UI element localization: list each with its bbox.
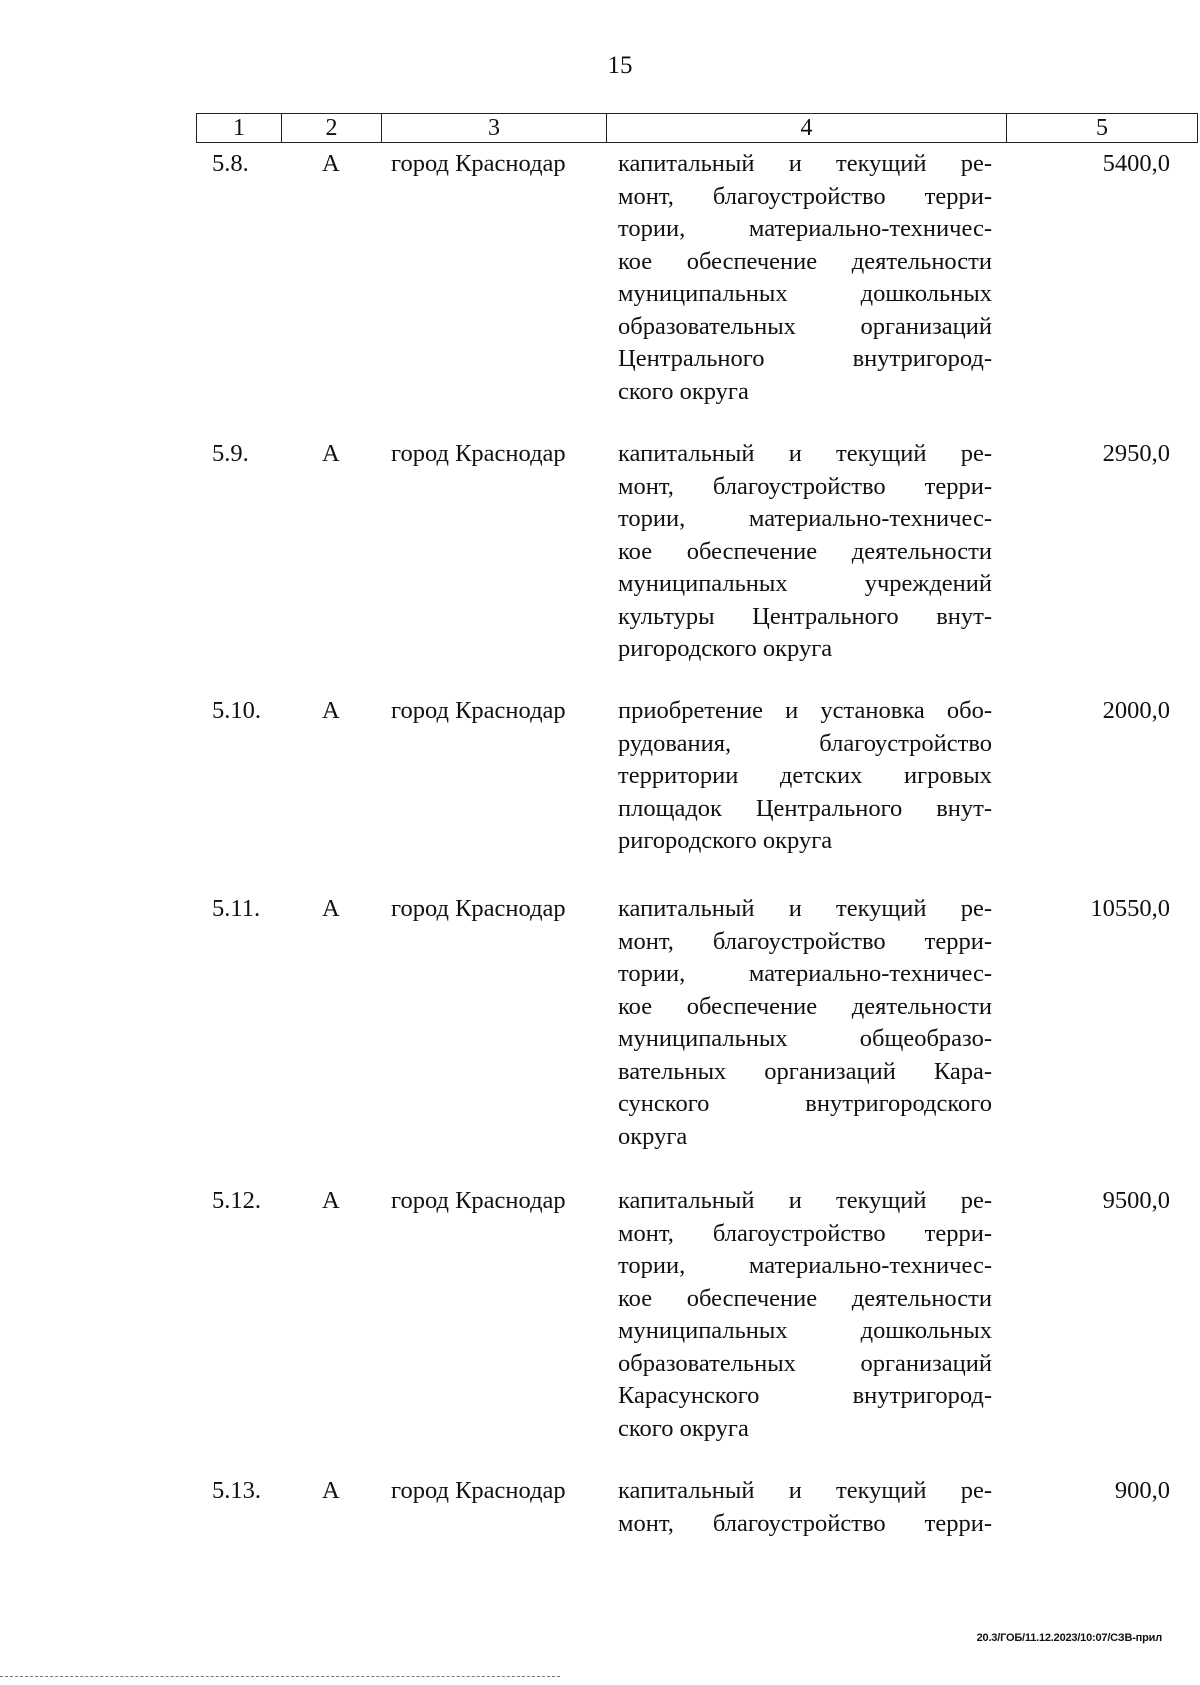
description-line: ригородского округа (618, 635, 833, 662)
row-description (618, 438, 992, 666)
description-line: сунского внутригородского (618, 1090, 992, 1117)
row-description (618, 148, 992, 408)
description-line: образовательных организаций (618, 1349, 992, 1377)
description-line: территории детских игровых (618, 762, 992, 789)
description-line: образовательных организаций (618, 312, 992, 340)
row-number: 5.8. (212, 150, 249, 177)
description-line: монт, благоустройство терри- (618, 1509, 992, 1537)
row-type: А (322, 697, 340, 724)
table-header (196, 113, 1198, 143)
row-description (618, 1185, 992, 1445)
row-number: 5.10. (212, 697, 261, 724)
row-type: А (322, 440, 340, 467)
description-line: тории, материально-техничес- (618, 960, 992, 987)
header-col-5: 5 (1096, 115, 1108, 141)
row-place: город Краснодар (391, 1187, 566, 1214)
row-amount: 2000,0 (1102, 697, 1170, 724)
description-line: тории, материально-техничес- (618, 1252, 992, 1279)
row-place: город Краснодар (391, 440, 566, 467)
row-place: город Краснодар (391, 697, 566, 724)
description-line: кое обеспечение деятельности (618, 247, 992, 275)
description-line: капитальный и текущий ре- (618, 1187, 992, 1214)
description-line: капитальный и текущий ре- (618, 1477, 992, 1504)
description-line: кое обеспечение деятельности (618, 537, 992, 565)
description-line: приобретение и установка обо- (618, 697, 992, 724)
description-line: капитальный и текущий ре- (618, 895, 992, 922)
page-edge-line (0, 1676, 560, 1677)
row-place: город Краснодар (391, 1477, 566, 1504)
document-code: 20.3/ГОБ/11.12.2023/10:07/СЗВ-прил (976, 1632, 1162, 1644)
row-number: 5.12. (212, 1187, 261, 1214)
description-line: муниципальных дошкольных (618, 1317, 992, 1344)
row-description (618, 695, 992, 858)
row-amount: 10550,0 (1090, 895, 1170, 922)
page-number: 15 (607, 52, 633, 79)
description-line: ского округа (618, 1414, 749, 1442)
row-type: А (322, 1187, 340, 1214)
description-line: капитальный и текущий ре- (618, 440, 992, 467)
description-line: вательных организаций Кара- (618, 1057, 992, 1085)
row-description (618, 1475, 992, 1540)
row-number: 5.13. (212, 1477, 261, 1504)
description-line: рудования, благоустройство (618, 729, 992, 757)
row-amount: 2950,0 (1102, 440, 1170, 467)
row-description (618, 893, 992, 1153)
description-line: монт, благоустройство терри- (618, 182, 992, 210)
description-line: площадок Центрального внут- (618, 794, 992, 822)
description-line: кое обеспечение деятельности (618, 1284, 992, 1312)
description-line: культуры Центрального внут- (618, 602, 992, 630)
description-line: муниципальных дошкольных (618, 280, 992, 307)
description-line: монт, благоустройство терри- (618, 1219, 992, 1247)
row-amount: 5400,0 (1102, 150, 1170, 177)
description-line: Карасунского внутригород- (618, 1382, 992, 1409)
description-line: тории, материально-техничес- (618, 215, 992, 242)
row-amount: 900,0 (1114, 1477, 1170, 1504)
description-line: ригородского округа (618, 827, 833, 854)
row-type: А (322, 1477, 340, 1504)
row-place: город Краснодар (391, 150, 566, 177)
description-line: капитальный и текущий ре- (618, 150, 992, 177)
header-col-3: 3 (382, 114, 607, 142)
description-line: кое обеспечение деятельности (618, 992, 992, 1020)
row-type: А (322, 895, 340, 922)
description-line: Центрального внутригород- (618, 345, 992, 372)
description-line: ского округа (618, 377, 749, 405)
row-number: 5.9. (212, 440, 249, 467)
description-line: муниципальных общеобразо- (618, 1025, 992, 1052)
header-col-1: 1 (197, 114, 282, 142)
row-place: город Краснодар (391, 895, 566, 922)
header-col-2: 2 (282, 114, 382, 142)
header-col-4: 4 (607, 114, 1007, 142)
description-line: монт, благоустройство терри- (618, 927, 992, 955)
row-type: А (322, 150, 340, 177)
description-line: монт, благоустройство терри- (618, 472, 992, 500)
row-number: 5.11. (212, 895, 261, 922)
description-line: тории, материально-техничес- (618, 505, 992, 532)
description-line: муниципальных учреждений (618, 570, 992, 597)
row-amount: 9500,0 (1102, 1187, 1170, 1214)
description-line: округа (618, 1122, 688, 1150)
